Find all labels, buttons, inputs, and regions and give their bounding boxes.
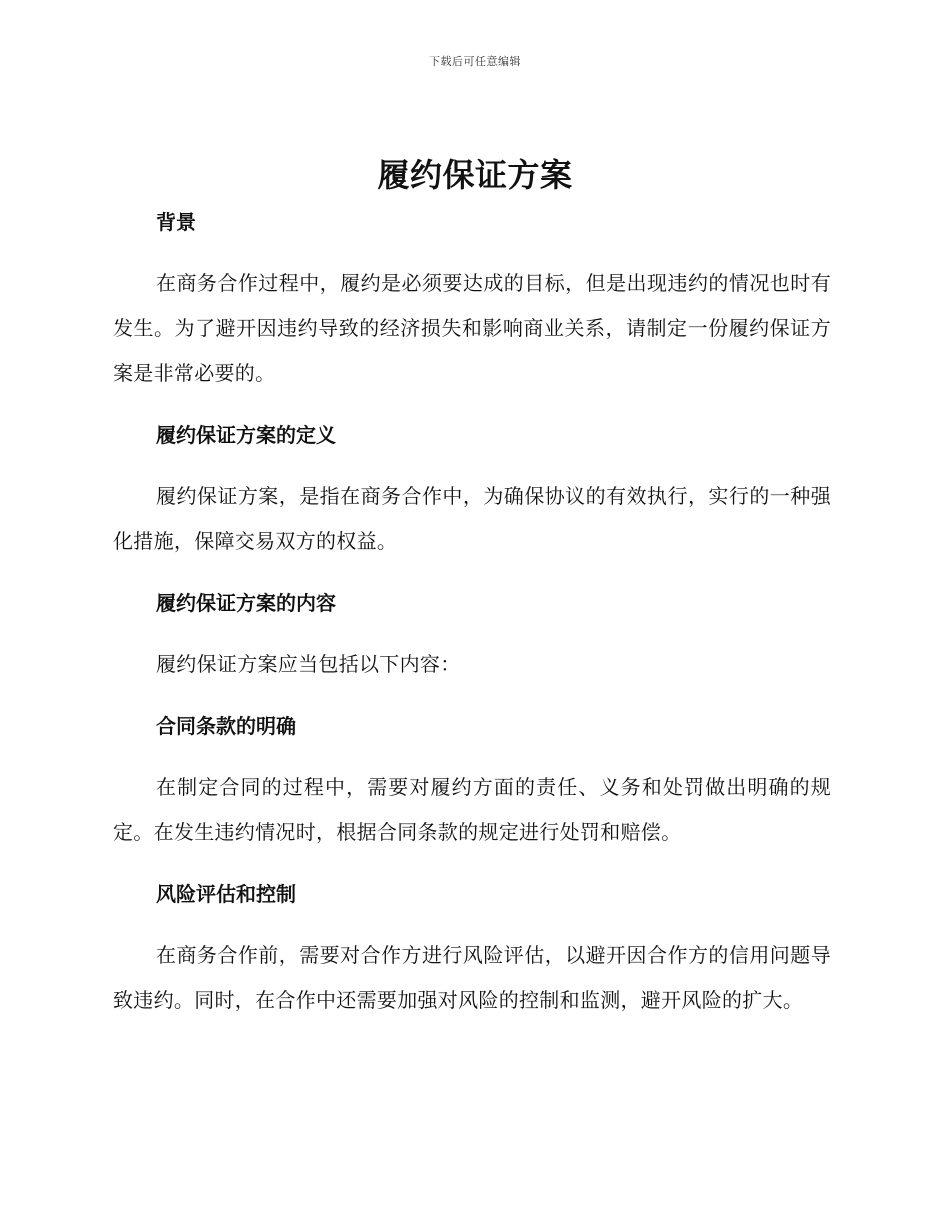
section-heading-risk-control: 风险评估和控制 (156, 882, 296, 906)
section-heading-contents: 履约保证方案的内容 (156, 591, 336, 615)
document-body (113, 206, 831, 1023)
document-title: 履约保证方案 (377, 156, 573, 194)
section-paragraph-risk-control: 在商务合作前，需要对合作方进行风险评估，以避开因合作方的信用问题导致违约。同时，在合作中还需要加强对风险的控制和监测，避开风险的扩大。 (113, 943, 831, 1012)
section-heading-contract-terms: 合同条款的明确 (156, 714, 296, 738)
section-paragraph-definition: 履约保证方案，是指在商务合作中，为确保协议的有效执行，实行的一种强化措施，保障交易双方的权益。 (113, 484, 831, 553)
section-heading-definition: 履约保证方案的定义 (156, 423, 336, 447)
section-paragraph-contract-terms: 在制定合同的过程中，需要对履约方面的责任、义务和处罚做出明确的规定。在发生违约情况时，根据合同条款的规定进行处罚和赔偿。 (113, 775, 831, 844)
section-paragraph-background: 在商务合作过程中，履约是必须要达成的目标，但是出现违约的情况也时有发生。为了避开因违约导致的经济损失和影响商业关系，请制定一份履约保证方案是非常必要的。 (113, 271, 831, 385)
section-paragraph-contents: 履约保证方案应当包括以下内容： (156, 652, 461, 676)
page-header-note: 下载后可任意编辑 (429, 55, 521, 68)
section-heading-background: 背景 (156, 210, 196, 234)
